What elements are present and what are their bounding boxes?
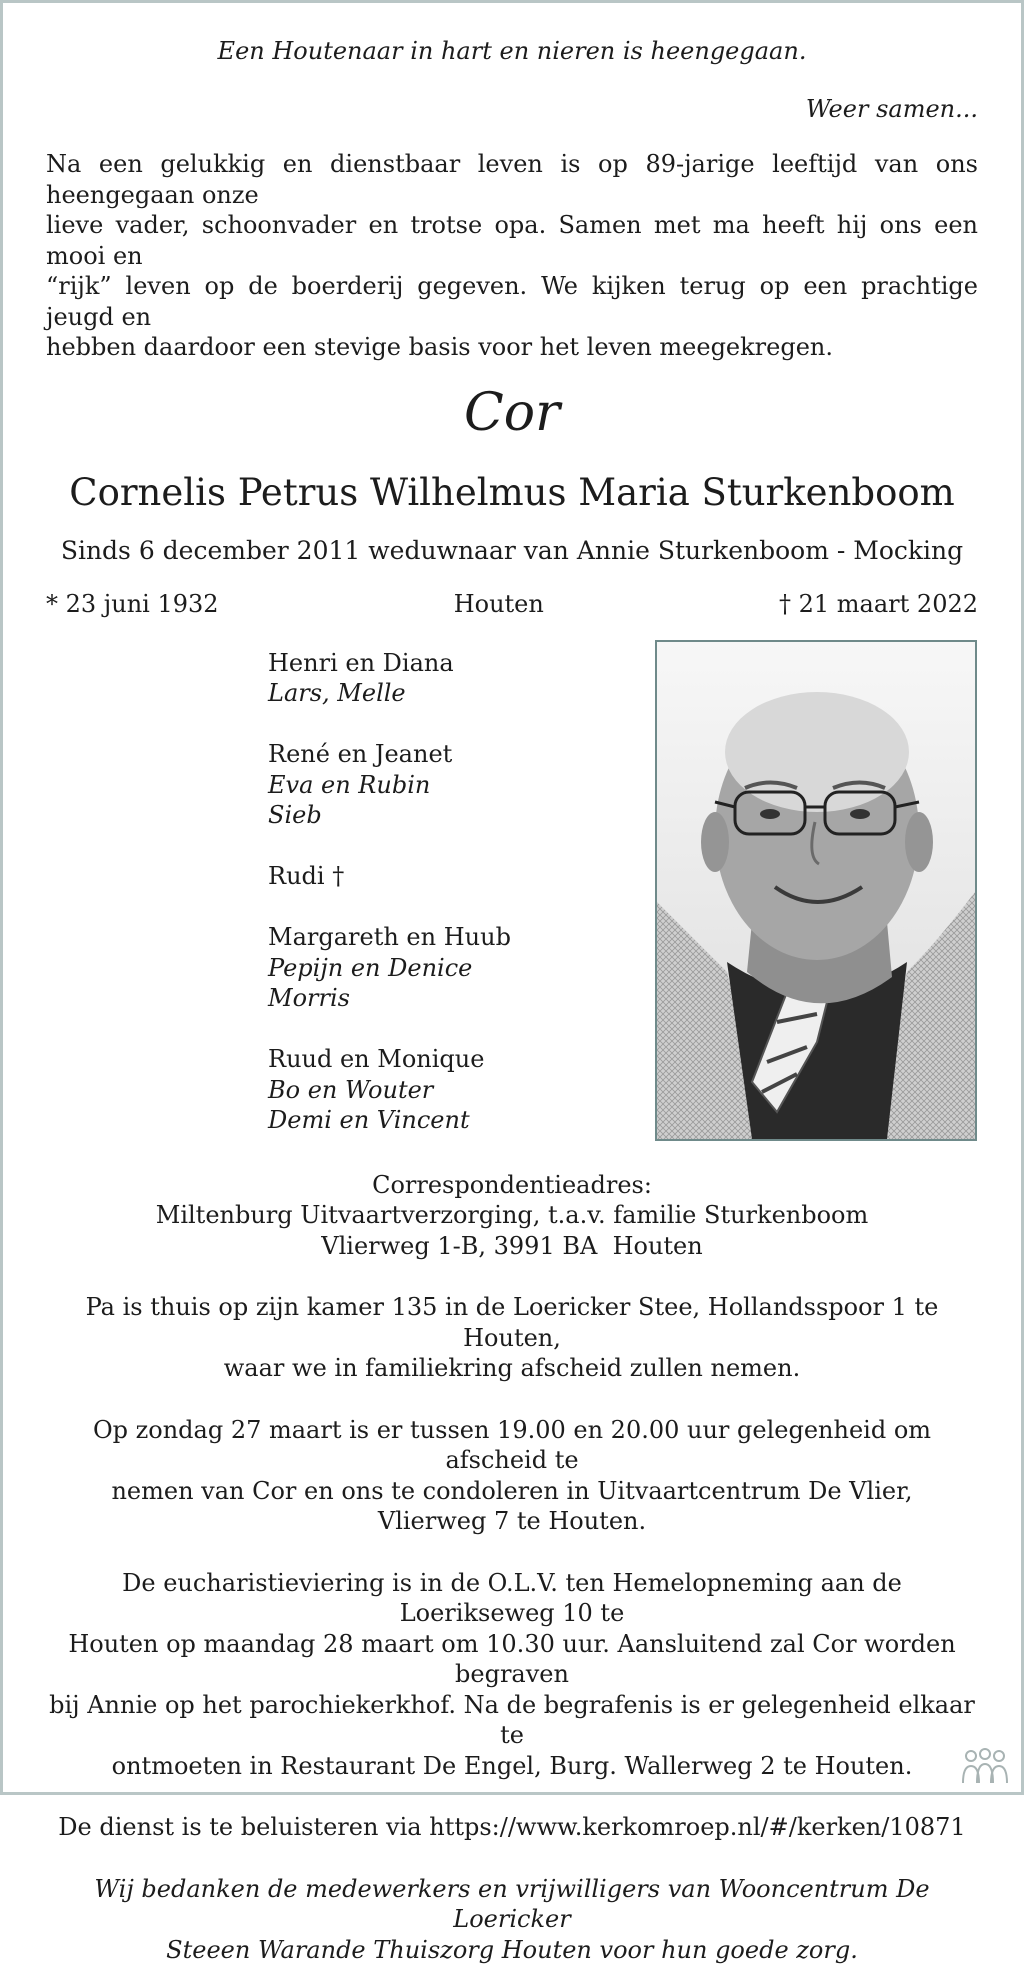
mass-line: Houten op maandag 28 maart om 10.30 uur. Aansluitend zal Cor worden begraven xyxy=(46,1629,978,1690)
birth-date: * 23 juni 1932 xyxy=(46,589,219,620)
family-parents: René en Jeanet xyxy=(268,739,511,770)
people-logo-icon xyxy=(960,1747,1010,1785)
family-group xyxy=(268,1044,511,1136)
mass-line: ontmoeten in Restaurant De Engel, Burg. Wallerweg 2 te Houten. xyxy=(46,1751,978,1782)
family-group xyxy=(268,648,511,709)
intro-paragraph xyxy=(46,149,978,363)
mass-paragraph xyxy=(46,1568,978,1782)
correspondence-line: Vlierweg 1-B, 3991 BA Houten xyxy=(46,1231,978,1262)
stream-line: De dienst is te beluisteren via https://www.kerkomroep.nl/#/kerken/10871 xyxy=(46,1812,978,1843)
farewell-line: Vlierweg 7 te Houten. xyxy=(46,1506,978,1537)
obituary-notice xyxy=(46,24,978,1965)
family-children: Demi en Vincent xyxy=(268,1105,511,1136)
thanks-line: Wij bedanken de medewerkers en vrijwilligers van Wooncentrum De Loericker xyxy=(46,1874,978,1935)
thanks-paragraph xyxy=(46,1874,978,1965)
death-date: † 21 maart 2022 xyxy=(779,589,978,620)
portrait-illustration xyxy=(657,642,975,1139)
family-children: Sieb xyxy=(268,800,511,831)
opening-line: Een Houtenaar in hart en nieren is heengegaan. xyxy=(46,36,978,67)
intro-line: Na een gelukkig en dienstbaar leven is op 89-jarige leeftijd van ons heengegaan onze xyxy=(46,149,978,210)
home-paragraph xyxy=(46,1292,978,1384)
family-group xyxy=(268,861,511,892)
family-section xyxy=(46,640,978,1150)
family-group xyxy=(268,739,511,831)
family-children: Pepijn en Denice xyxy=(268,953,511,984)
family-group xyxy=(268,922,511,1014)
dates-row xyxy=(46,589,978,620)
family-children: Morris xyxy=(268,983,511,1014)
family-children: Bo en Wouter xyxy=(268,1075,511,1106)
family-parents: Rudi † xyxy=(268,861,511,892)
family-list xyxy=(268,648,511,1136)
family-children: Lars, Melle xyxy=(268,678,511,709)
correspondence-label: Correspondentieadres: xyxy=(46,1170,978,1201)
family-children: Eva en Rubin xyxy=(268,770,511,801)
place: Houten xyxy=(454,589,544,620)
correspondence-block xyxy=(46,1170,978,1262)
intro-line: “rijk” leven op de boerderij gegeven. We kijken terug op een prachtige jeugd en xyxy=(46,271,978,332)
farewell-paragraph xyxy=(46,1415,978,1537)
family-parents: Henri en Diana xyxy=(268,648,511,679)
name-short: Cor xyxy=(46,383,978,443)
widower-line: Sinds 6 december 2011 weduwnaar van Annie Sturkenboom - Mocking xyxy=(46,536,978,567)
intro-line: hebben daardoor een stevige basis voor het leven meegekregen. xyxy=(46,332,978,363)
weer-samen-line: Weer samen... xyxy=(46,94,978,125)
home-line: waar we in familiekring afscheid zullen nemen. xyxy=(46,1353,978,1384)
full-name: Cornelis Petrus Wilhelmus Maria Sturkenboom xyxy=(46,471,978,515)
home-line: Pa is thuis op zijn kamer 135 in de Loericker Stee, Hollandsspoor 1 te Houten, xyxy=(46,1292,978,1353)
thanks-line: Steeen Warande Thuiszorg Houten voor hun goede zorg. xyxy=(46,1935,978,1965)
mass-line: De eucharistieviering is in de O.L.V. ten Hemelopneming aan de Loerikseweg 10 te xyxy=(46,1568,978,1629)
portrait-photo xyxy=(655,640,977,1141)
mass-line: bij Annie op het parochiekerkhof. Na de begrafenis is er gelegenheid elkaar te xyxy=(46,1690,978,1751)
correspondence-line: Miltenburg Uitvaartverzorging, t.a.v. familie Sturkenboom xyxy=(46,1200,978,1231)
family-parents: Ruud en Monique xyxy=(268,1044,511,1075)
farewell-line: Op zondag 27 maart is er tussen 19.00 en 20.00 uur gelegenheid om afscheid te xyxy=(46,1415,978,1476)
farewell-line: nemen van Cor en ons te condoleren in Uitvaartcentrum De Vlier, xyxy=(46,1476,978,1507)
family-parents: Margareth en Huub xyxy=(268,922,511,953)
intro-line: lieve vader, schoonvader en trotse opa. Samen met ma heeft hij ons een mooi en xyxy=(46,210,978,271)
